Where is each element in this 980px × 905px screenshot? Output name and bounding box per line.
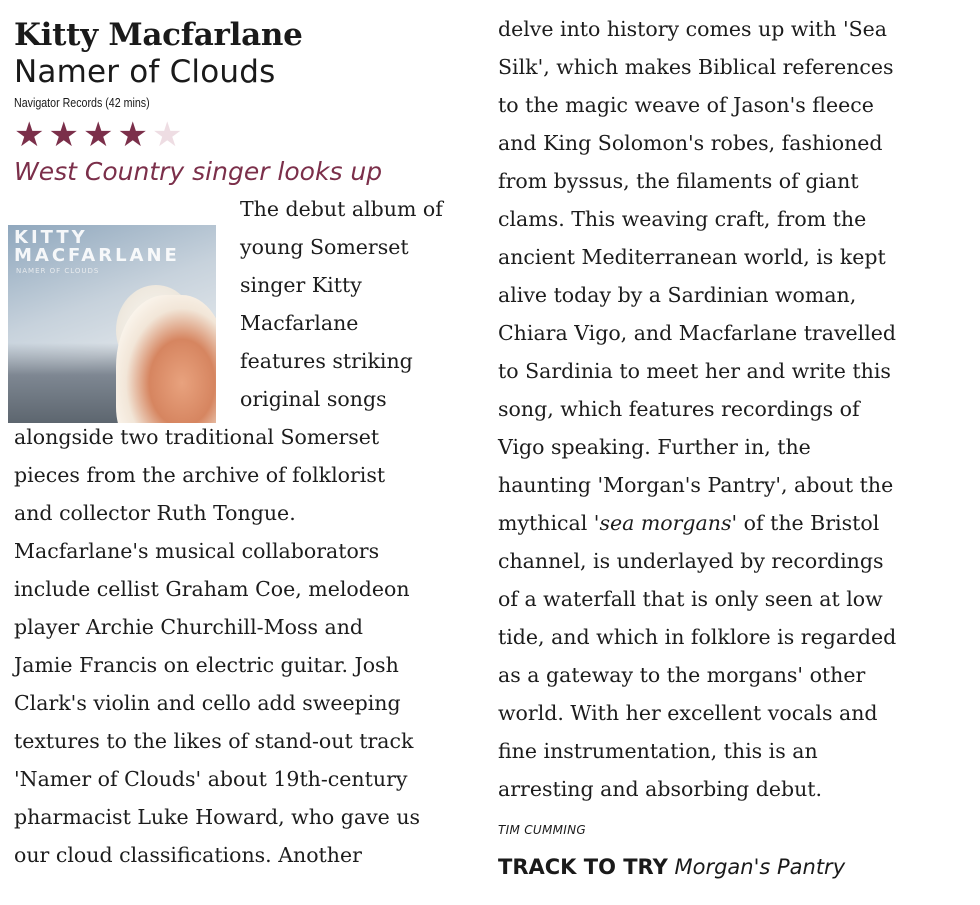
artist-name: Kitty Macfarlane (14, 17, 303, 53)
text-line: Vigo speaking. Further in, the (498, 435, 811, 459)
text-line: The debut album of (240, 197, 443, 221)
cover-subtitle: NAMER OF CLOUDS (16, 267, 100, 275)
text-line: and King Solomon's robes, fashioned (498, 131, 883, 155)
text-line: arresting and absorbing debut. (498, 777, 823, 801)
text-line: Silk', which makes Biblical references (498, 55, 894, 79)
text-line: world. With her excellent vocals and (498, 701, 878, 725)
text-line: delve into history comes up with 'Sea (498, 17, 888, 41)
star-rating (14, 115, 482, 155)
text-line: as a gateway to the morgans' other (498, 663, 866, 687)
text-fragment: ' of the Bristol (731, 511, 880, 535)
review-author: TIM CUMMING (498, 823, 587, 837)
text-line: channel, is underlayed by recordings (498, 549, 884, 573)
cover-title-line1: KITTY (14, 227, 88, 248)
album-cover-image (8, 225, 216, 423)
cover-title-line2: MACFARLANE (14, 245, 180, 266)
text-line: textures to the likes of stand-out track (14, 729, 414, 753)
text-line: fine instrumentation, this is an (498, 739, 818, 763)
star-filled-icon: ★ (14, 115, 45, 155)
text-line: pieces from the archive of folklorist (14, 463, 386, 487)
text-line: young Somerset (240, 235, 409, 259)
text-line: original songs (240, 387, 387, 411)
review-right-column (498, 0, 968, 882)
text-line: alive today by a Sardinian woman, (498, 283, 857, 307)
text-line: Macfarlane (240, 311, 359, 335)
text-line: features striking (240, 349, 413, 373)
text-line: Clark's violin and cello add sweeping (14, 691, 401, 715)
text-line: Macfarlane's musical collaborators (14, 539, 380, 563)
right-text-block (498, 10, 968, 504)
text-line: from byssus, the filaments of giant (498, 169, 859, 193)
right-text-block-end (498, 542, 968, 808)
cover-portrait (116, 295, 216, 423)
text-line: player Archie Churchill-Moss and (14, 615, 364, 639)
track-to-try (498, 852, 968, 882)
text-line: and collector Ruth Tongue. (14, 501, 296, 525)
text-fragment: mythical ' (498, 511, 600, 535)
text-line: song, which features recordings of (498, 397, 860, 421)
text-line-italic (498, 504, 968, 542)
text-line: alongside two traditional Somerset (14, 425, 380, 449)
star-empty-icon: ★ (151, 115, 183, 155)
star-filled-icon: ★ (117, 115, 148, 155)
review-left-column (14, 0, 482, 874)
star-filled-icon: ★ (82, 115, 114, 155)
text-line: Chiara Vigo, and Macfarlane travelled (498, 321, 897, 345)
label-info: Navigator Records (42 mins) (14, 95, 150, 110)
review-body-right (498, 10, 968, 808)
review-tagline: West Country singer looks up (14, 157, 383, 186)
text-line: clams. This weaving craft, from the (498, 207, 867, 231)
star-filled-icon: ★ (48, 115, 79, 155)
album-title: Namer of Clouds (14, 54, 276, 90)
text-line: of a waterfall that is only seen at low (498, 587, 883, 611)
text-line: tide, and which in folklore is regarded (498, 625, 897, 649)
full-width-text-block (14, 418, 482, 874)
text-line: to Sardinia to meet her and write this (498, 359, 891, 383)
text-line: include cellist Graham Coe, melodeon (14, 577, 410, 601)
text-line: our cloud classifications. Another (14, 843, 362, 867)
text-line: Jamie Francis on electric guitar. Josh (14, 653, 399, 677)
text-line: singer Kitty (240, 273, 362, 297)
text-line: haunting 'Morgan's Pantry', about the (498, 473, 894, 497)
track-to-try-label: TRACK TO TRY (498, 855, 668, 879)
text-line: to the magic weave of Jason's fleece (498, 93, 874, 117)
italic-phrase: sea morgans (599, 511, 732, 535)
text-line: pharmacist Luke Howard, who gave us (14, 805, 421, 829)
text-line: 'Namer of Clouds' about 19th-century (14, 767, 408, 791)
text-line: ancient Mediterranean world, is kept (498, 245, 886, 269)
cover-title (14, 229, 180, 265)
track-to-try-title: Morgan's Pantry (674, 855, 846, 879)
